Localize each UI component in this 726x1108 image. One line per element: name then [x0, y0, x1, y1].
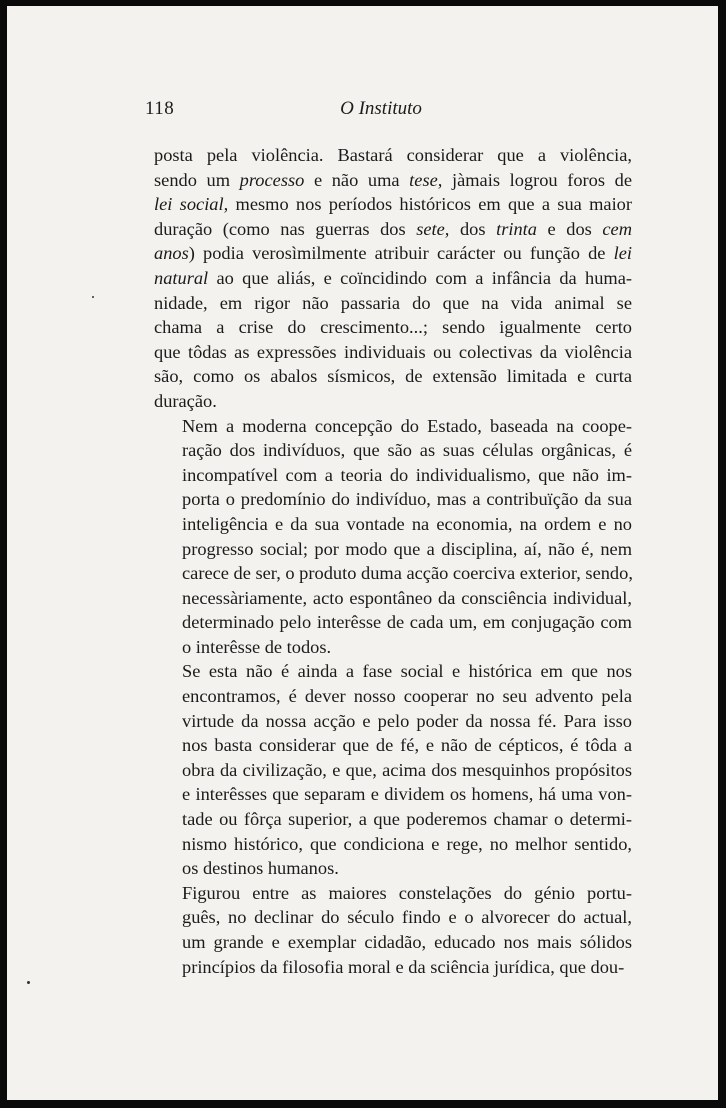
text-line: [154, 537, 632, 562]
text-run: Figurou entre as maiores constelações do génio portu-: [182, 882, 632, 903]
body-text: [154, 143, 632, 979]
text-line: [154, 561, 632, 586]
text-run: dos: [449, 218, 497, 239]
text-line: [154, 463, 632, 488]
text-run: encontramos, é dever nosso cooperar no seu advento pela: [182, 686, 632, 707]
italic-text: lei: [613, 243, 632, 264]
text-line: [154, 610, 632, 635]
text-run: duração (como nas guerras dos: [154, 218, 417, 239]
text-line: [154, 241, 632, 266]
text-line: [154, 881, 632, 906]
text-line: [154, 659, 632, 684]
text-run: porta o predomínio do indivíduo, mas a contribuïção da sua: [182, 489, 632, 510]
text-line: [154, 586, 632, 611]
italic-text: sete,: [416, 218, 450, 239]
text-line: [154, 168, 632, 193]
text-line: [154, 635, 632, 660]
text-run: posta pela violência. Bastará considerar que a violência,: [154, 145, 632, 165]
text-run: determinado pelo interêsse de cada um, em conjugação com: [182, 612, 632, 633]
text-run: progresso social; por modo que a disciplina, aí, não é, nem: [182, 538, 632, 559]
text-line: [154, 487, 632, 512]
text-line: [154, 832, 632, 857]
text-line: [154, 512, 632, 537]
text-line: [154, 192, 632, 217]
text-run: nismo histórico, que condiciona e rege, no melhor sentido,: [182, 833, 632, 854]
text-run: guês, no declinar do século findo e o alvorecer do actual,: [182, 907, 632, 928]
text-line: [154, 266, 632, 291]
text-run: duração.: [154, 390, 217, 411]
text-line: [154, 315, 632, 340]
running-title: O Instituto: [340, 98, 422, 119]
paragraph: [154, 659, 632, 880]
text-run: jàmais logrou foros de: [442, 169, 632, 190]
paragraph: [154, 414, 632, 660]
text-run: que tôdas as expressões individuais ou colectivas da violência: [154, 341, 632, 362]
paragraph: [154, 143, 632, 414]
text-run: incompatível com a teoria do individualismo, que não im-: [182, 464, 632, 485]
text-run: mesmo nos períodos históricos em que a sua maior: [228, 194, 633, 215]
text-line: [154, 930, 632, 955]
text-line: [154, 340, 632, 365]
text-run: sendo um: [154, 169, 240, 190]
text-line: [154, 364, 632, 389]
italic-text: cem: [602, 218, 632, 239]
text-line: [154, 684, 632, 709]
text-run: obra da civilização, e que, acima dos mesquinhos propósitos: [182, 759, 632, 780]
text-line: [154, 389, 632, 414]
text-line: [154, 807, 632, 832]
text-run: os destinos humanos.: [182, 858, 339, 879]
text-line: [154, 438, 632, 463]
text-run: inteligência e da sua vontade na economia, na ordem e no: [182, 513, 632, 534]
text-run: e não uma: [304, 169, 410, 190]
text-run: são, como os abalos sísmicos, de extensão limitada e curta: [154, 366, 632, 387]
text-run: um grande e exemplar cidadão, educado nos mais sólidos: [182, 932, 632, 952]
text-line: [154, 905, 632, 930]
text-run: ) podia verosìmilmente atribuir carácter ou função de: [188, 243, 614, 264]
italic-text: processo: [239, 169, 305, 190]
text-run: e interêsses que separam e dividem os homens, há uma von-: [182, 784, 632, 805]
italic-text: trinta: [496, 218, 537, 239]
text-run: ração dos indivíduos, que são as suas células orgânicas, é: [182, 440, 632, 461]
text-run: tade ou fôrça superior, a que poderemos chamar o determi-: [182, 809, 632, 830]
text-line: [154, 414, 632, 439]
text-run: Se esta não é ainda a fase social e histórica em que nos: [182, 661, 632, 682]
text-run: o interêsse de todos.: [182, 636, 332, 657]
text-run: princípios da filosofia moral e da sciência jurídica, que dou-: [182, 956, 625, 977]
page-number: 118: [145, 98, 175, 119]
text-line: [154, 143, 632, 168]
text-run: e dos: [536, 218, 603, 239]
text-run: carece de ser, o produto duma acção coerciva exterior, sendo,: [182, 563, 633, 584]
text-line: [154, 709, 632, 734]
text-run: ao que aliás, e coïncidindo com a infância da huma-: [208, 267, 632, 288]
print-speck: [27, 981, 30, 984]
text-line: [154, 955, 632, 980]
page-header: [145, 98, 617, 124]
text-line: [154, 291, 632, 316]
text-line: [154, 782, 632, 807]
text-run: necessàriamente, acto espontâneo da consciência individual,: [182, 587, 632, 608]
text-line: [154, 733, 632, 758]
print-speck: [92, 296, 94, 298]
italic-text: lei social,: [154, 194, 229, 215]
text-run: virtude da nossa acção e pelo poder da nossa fé. Para isso: [182, 710, 632, 731]
italic-text: anos: [154, 243, 189, 264]
text-line: [154, 758, 632, 783]
text-run: Nem a moderna concepção do Estado, baseada na coope-: [182, 415, 632, 436]
text-run: chama a crise do crescimento...; sendo igualmente certo: [154, 317, 632, 338]
text-line: [154, 217, 632, 242]
italic-text: tese,: [409, 169, 443, 190]
text-run: nidade, em rigor não passaria do que na vida animal se: [154, 292, 632, 313]
paragraph: [154, 881, 632, 979]
italic-text: natural: [154, 267, 209, 288]
book-page: [7, 6, 718, 1100]
text-line: [154, 856, 632, 881]
text-run: nos basta considerar que de fé, e não de cépticos, é tôda a: [182, 735, 632, 756]
